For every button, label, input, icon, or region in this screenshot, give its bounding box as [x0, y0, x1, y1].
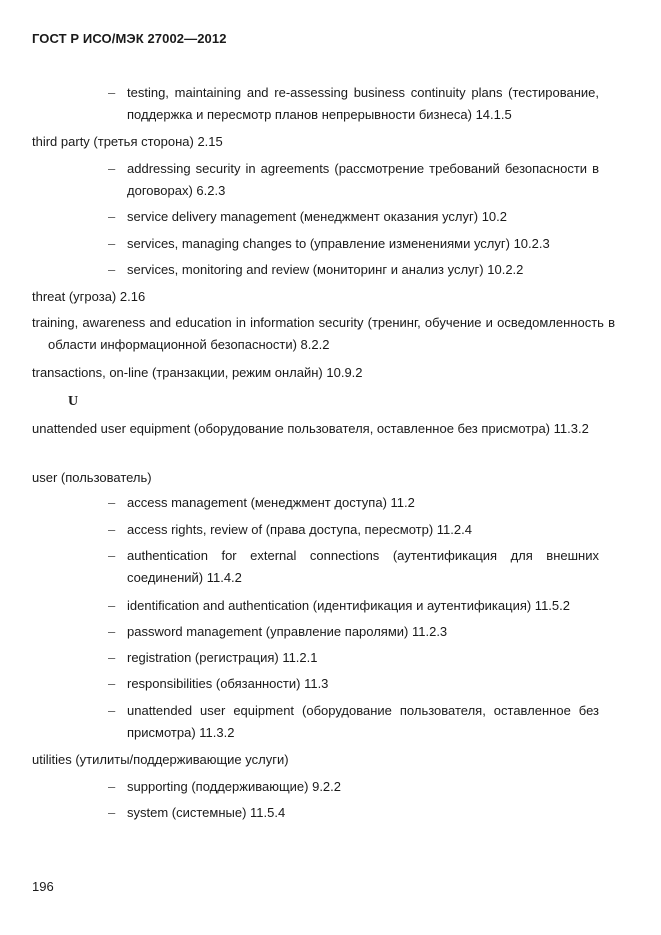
- dash-bullet: –: [108, 624, 116, 639]
- page-header: ГОСТ Р ИСО/МЭК 27002—2012: [32, 31, 227, 46]
- subentry-text: services, managing changes to (управление изменениями услуг) 10.2.3: [127, 236, 550, 251]
- subentry-text: supporting (поддерживающие) 9.2.2: [127, 779, 342, 794]
- index-subentry: [108, 673, 599, 695]
- index-subentry: [108, 259, 599, 281]
- index-entry: training, awareness and education in information security (тренинг, обучение и осведомленность в области информационной безопасности) 8.2.2: [32, 315, 615, 352]
- dash-bullet: –: [108, 779, 116, 794]
- index-entry: utilities (утилиты/поддерживающие услуги): [32, 752, 289, 767]
- subentry-text: responsibilities (обязанности) 11.3: [127, 676, 329, 691]
- section-letter: U: [68, 394, 79, 409]
- dash-bullet: –: [108, 209, 116, 224]
- dash-bullet: –: [108, 85, 116, 100]
- index-subentry: [108, 700, 599, 744]
- subentry-text: registration (регистрация) 11.2.1: [127, 650, 318, 665]
- index-entry: user (пользователь): [32, 470, 152, 485]
- subentry-text: access management (менеджмент доступа) 11.2: [127, 495, 415, 510]
- index-subentry: [108, 802, 599, 824]
- subentry-text: identification and authentication (идентификация и аутентификация) 11.5.2: [127, 598, 570, 613]
- index-subentry: [108, 776, 599, 798]
- dash-bullet: –: [108, 548, 116, 563]
- index-entry: transactions, on-line (транзакции, режим онлайн) 10.9.2: [32, 365, 363, 380]
- dash-bullet: –: [108, 676, 116, 691]
- index-subentry: [108, 621, 599, 643]
- dash-bullet: –: [108, 161, 116, 176]
- dash-bullet: –: [108, 236, 116, 251]
- index-entry: threat (угроза) 2.16: [32, 289, 146, 304]
- subentry-text: addressing security in agreements (рассмотрение требований безопасности в договорах) 6.2.3: [127, 161, 599, 198]
- index-subentry: [108, 595, 599, 617]
- dash-bullet: –: [108, 522, 116, 537]
- subentry-text: services, monitoring and review (мониторинг и анализ услуг) 10.2.2: [127, 262, 524, 277]
- subentry-text: testing, maintaining and re-assessing business continuity plans (тестирование, поддержка и пересмотр планов непрерывности бизнеса) 14.1.5: [127, 85, 599, 122]
- dash-bullet: –: [108, 805, 116, 820]
- index-subentry: [108, 545, 599, 589]
- index-subentry: [108, 647, 599, 669]
- page-number: 196: [32, 879, 54, 894]
- dash-bullet: –: [108, 262, 116, 277]
- subentry-text: authentication for external connections (аутентификация для внешних соединений) 11.4.2: [127, 548, 599, 585]
- subentry-text: access rights, review of (права доступа, пересмотр) 11.2.4: [127, 522, 472, 537]
- index-subentry: [108, 492, 599, 514]
- index-subentry: [108, 158, 599, 202]
- subentry-text: password management (управление паролями) 11.2.3: [127, 624, 448, 639]
- index-subentry: [108, 233, 599, 255]
- index-entry: third party (третья сторона) 2.15: [32, 134, 223, 149]
- subentry-text: system (системные) 11.5.4: [127, 805, 286, 820]
- dash-bullet: –: [108, 495, 116, 510]
- index-entry: unattended user equipment (оборудование пользователя, оставленное без присмотра) 11.3.2: [32, 421, 589, 436]
- dash-bullet: –: [108, 703, 116, 718]
- index-subentry: [108, 519, 599, 541]
- subentry-text: service delivery management (менеджмент оказания услуг) 10.2: [127, 209, 507, 224]
- dash-bullet: –: [108, 650, 116, 665]
- index-subentry: [108, 206, 599, 228]
- subentry-text: unattended user equipment (оборудование пользователя, оставленное без присмотра) 11.3.2: [127, 703, 599, 740]
- index-subentry: [108, 82, 599, 126]
- dash-bullet: –: [108, 598, 116, 613]
